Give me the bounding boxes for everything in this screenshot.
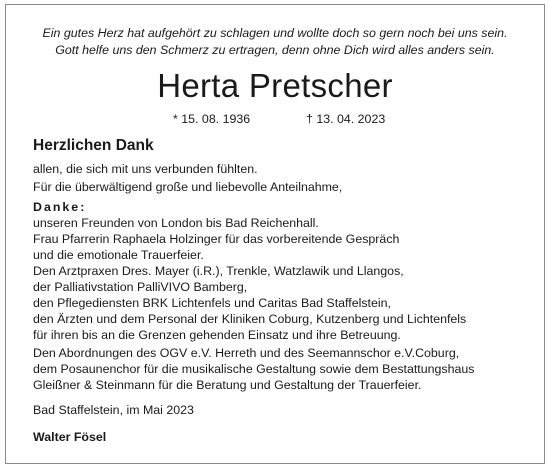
thanks-line: den Pflegediensten BRK Lichtenfels und Caritas Bad Staffelstein, xyxy=(33,296,391,310)
thanks-line: Den Abordnungen des OGV e.V. Herreth und des Seemannschor e.V.Coburg, xyxy=(33,346,460,360)
place-and-date: Bad Staffelstein, im Mai 2023 xyxy=(33,403,194,417)
obituary-notice xyxy=(5,4,545,464)
motto-line-1: Ein gutes Herz hat aufgehört zu schlagen und wollte doch so gern noch bei uns sein. xyxy=(42,26,508,40)
thanks-line: der Palliativstation PalliVIVO Bamberg, xyxy=(33,280,248,294)
signature: Walter Fösel xyxy=(33,430,107,444)
intro-line: Für die überwältigend große und liebevolle Anteilnahme, xyxy=(33,180,343,194)
thanks-line: und die emotionale Trauerfeier. xyxy=(33,248,204,262)
death-date: † 13. 04. 2023 xyxy=(306,112,386,126)
motto-line-2: Gott helfe uns den Schmerz zu ertragen, denn ohne Dich wird alles anders sein. xyxy=(55,43,495,57)
thanks-line: Gleißner & Steinmann für die Beratung und Gestaltung der Trauerfeier. xyxy=(33,378,422,392)
thanks-line: Frau Pfarrerin Raphaela Holzinger für das vorbereitende Gespräch xyxy=(33,232,400,246)
deceased-name: Herta Pretscher xyxy=(157,67,393,104)
thanks-line: den Ärzten und dem Personal der Kliniken Coburg, Kutzenberg und Lichtenfels xyxy=(33,312,467,326)
birth-date: * 15. 08. 1936 xyxy=(173,112,251,126)
thanks-line: unseren Freunden von London bis Bad Reichenhall. xyxy=(33,216,319,230)
thanks-line: für ihren bis an die Grenzen gehenden Einsatz und ihre Betreuung. xyxy=(33,328,401,342)
thanks-line: dem Posaunenchor für die musikalische Gestaltung sowie dem Bestattungshaus xyxy=(33,362,475,376)
thanks-line: Den Arztpraxen Dres. Mayer (i.R.), Trenkle, Watzlawik und Llangos, xyxy=(33,264,404,278)
intro-line: allen, die sich mit uns verbunden fühlten. xyxy=(33,162,258,176)
danke-label: Danke: xyxy=(33,200,87,214)
thanks-heading: Herzlichen Dank xyxy=(33,137,154,154)
